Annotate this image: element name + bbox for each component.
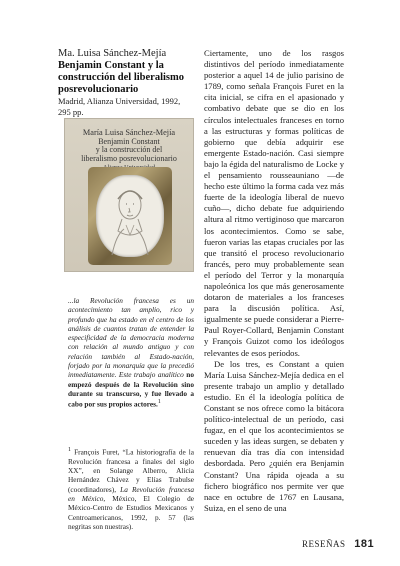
epigraph-note-mark: 1 — [157, 399, 161, 406]
body-paragraph-1: Ciertamente, uno de los rasgos distintivos del período inmediatamente posterior a aquel 14 de julio parisino de 1789, como señala François Furet en la cita inicial, se cifra en el apasionado y combativo debate que se dio en los círculos intelectuales franceses en torno a las estructuras y formas políticas de gobierno que debía adquirir ese emergente Estado-nación. Casi siempre bajo la égida del naturalismo de Locke y el pensamiento rousseauniano —de hecho este último la forma cada vez más fuerte de la ideología liberal de nuevo cuño—, dicho debate fue adquiriendo altura al ritmo vertiginoso que marcaron los acontecimientos. Como se sabe, fueron varias las etapas cruciales por las que transitó el proceso revolucionario francés, pero muy probablemente sean el período del Terror y la monarquía napoleónica los que más generosamente dotaron de materiales a los franceses para la discusión política. Así, igualmente se puede considerar a Pierre-Paul Royer-Collard, Benjamin Constant y François Guizot como los ideólogos relevantes de esos períodos. — [204, 48, 344, 358]
book-cover-image — [64, 118, 194, 272]
portrait-image — [96, 175, 164, 257]
portrait-frame — [88, 167, 172, 265]
review-pages: 295 pp. — [58, 106, 84, 117]
footnote — [68, 446, 194, 531]
footer-section: RESEÑAS — [302, 539, 346, 549]
page-footer — [302, 538, 374, 550]
footnote-italic-title: La Revolución francesa en México — [68, 484, 194, 503]
epigraph-bold: no empezó después de la Revolución sino durante su transcurso, y fue llevado a cabo por sus propios actores. — [68, 370, 194, 409]
epigraph-italic: ...la Revolución francesa es un acontecimiento tan amplio, rico y profundo que ha estado en el centro de los análisis de cuantos tratan de entender la especificidad de la democracia moderna con relación al mundo antiguo y con relación también al Estado-nación, forjado por la monarquía que la precedió inmediatamente. Este trabajo analítico — [68, 296, 194, 380]
page-number: 181 — [354, 538, 375, 550]
body-column — [204, 48, 344, 514]
portrait-sketch-icon — [96, 175, 164, 257]
review-title: Benjamin Constant y la construcción del liberalismo posrevolucionario — [58, 60, 184, 95]
book-cover-title-line: y la construcción del — [95, 145, 163, 155]
footnote-text-after: , México, El Colegio de México-Centro de Estudios Mexicanos y Centroamericanos, 1992, p. 57 (las negritas son nuestras). — [68, 493, 194, 531]
footnote-text-before: François Furet, “La historiografía de la Revolución francesa a finales del siglo XX”, en Solange Alberro, Alicia Hernández Chávez y Elías Trabulse (coordinadores), — [68, 447, 195, 494]
book-cover-author: María Luisa Sánchez-Mejía — [82, 128, 176, 137]
review-author: Ma. Luisa Sánchez-Mejía — [58, 48, 167, 59]
footnote-mark: 1 — [68, 447, 72, 453]
review-heading — [58, 48, 196, 117]
body-paragraph-2: De los tres, es Constant a quien María Luisa Sánchez-Mejía dedica en el presente trabajo un amplio y detallado estudio. En él la ideología política de Constant se nos ofrece como la bitácora político-intelectual de un período, casi fugaz, en el que los acontecimientos se suceden y las ideas surgen, se debaten y renuevan día tras día con intensidad desbordada. Pero ¿quién era Benjamin Constant? Una rápida ojeada a su fichero biográfico nos permite ver que nace en octubre de 1767 en Lausana, Suiza, en el seno de una — [204, 358, 344, 513]
review-publisher: Madrid, Alianza Universidad, 1992, — [58, 96, 181, 106]
epigraph-quote — [68, 296, 194, 409]
book-cover-title-line: Benjamin Constant — [98, 136, 160, 146]
book-cover-title-line: liberalismo posrevolucionario — [81, 153, 177, 163]
